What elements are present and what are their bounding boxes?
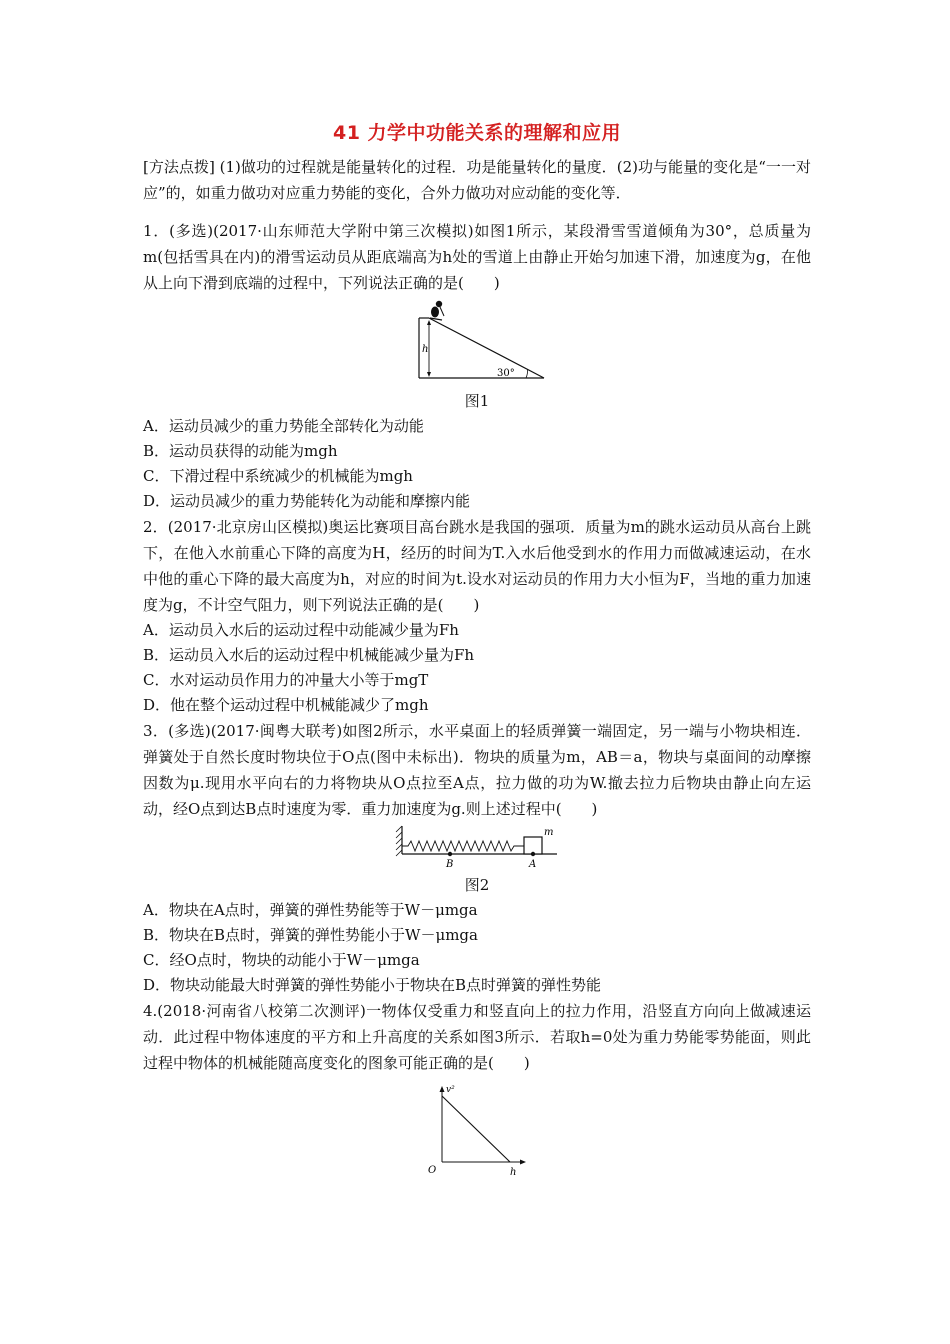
height-arrow-head-down xyxy=(427,372,431,377)
slope-incline xyxy=(429,318,544,378)
question-2-stem: 2．(2017·北京房山区模拟)奥运比赛项目高台跳水是我国的强项．质量为m的跳水运动员从高台上跳下，在他入水前重心下降的高度为H，经历的时间为T.入水后他受到水的作用力而做减速运动，在水中他的重心下降的最大高度为h，对应的时间为t.设水对运动员的作用力大小恒为F，当地的重力加速度为g，不计空气阻力，则下列说法正确的是( ) xyxy=(143,518,811,614)
question-2-option-a: A．运动员入水后的运动过程中动能减少量为Fh xyxy=(143,621,459,639)
question-4-stem: 4.(2018·河南省八校第二次测评)一物体仅受重力和竖直向上的拉力作用，沿竖直方向向上做减速运动．此过程中物体速度的平方和上升高度的关系如图3所示．若取h=0处为重力势能零势能面，则此过程中物体的机械能随高度变化的图象可能正确的是( ) xyxy=(143,1002,811,1072)
height-arrow-head-up xyxy=(427,320,431,325)
question-2-option-d: D．他在整个运动过程中机械能减少了mgh xyxy=(143,696,429,714)
question-3-option-c: C．经O点时，物块的动能小于W－μmga xyxy=(143,951,420,969)
question-1-stem: 1．(多选)(2017·山东师范大学附中第三次模拟)如图1所示，某段滑雪雪道倾角为30°，总质量为m(包括雪具在内)的滑雪运动员从距底端高为h处的雪道上由静止开始匀加速下滑，加速度为g，在他从上向下滑到底端的过程中，下列说法正确的是( ) xyxy=(143,222,811,292)
block xyxy=(524,837,542,854)
y-axis-arrow xyxy=(440,1086,445,1092)
figure-2-spring-block xyxy=(392,822,562,872)
spring xyxy=(402,841,524,851)
page-title: 41 力学中功能关系的理解和应用 xyxy=(332,122,622,144)
method-tip: [方法点拨] (1)做功的过程就是能量转化的过程．功是能量转化的量度．(2)功与能量的变化是“一一对应”的，如重力做功对应重力势能的变化，合外力做功对应动能的变化等． xyxy=(143,158,811,202)
height-label: h xyxy=(422,344,429,355)
question-1-option-c: C．下滑过程中系统减少的机械能为mgh xyxy=(143,467,413,485)
angle-arc xyxy=(526,369,528,378)
spacer xyxy=(143,206,811,218)
question-3-option-a: A．物块在A点时，弹簧的弹性势能等于W－μmga xyxy=(143,901,478,919)
x-axis-arrow xyxy=(520,1160,526,1165)
question-1-option-b: B．运动员获得的动能为mgh xyxy=(143,442,338,460)
point-a-label: A xyxy=(529,859,537,870)
question-3-option-b: B．物块在B点时，弹簧的弹性势能小于W－μmga xyxy=(143,926,478,944)
point-b-label: B xyxy=(446,859,454,870)
figure-1-ski-slope xyxy=(402,296,552,388)
question-2-option-c: C．水对运动员作用力的冲量大小等于mgT xyxy=(143,671,429,689)
y-axis-label: v² xyxy=(446,1085,455,1095)
question-1-option-d: D．运动员减少的重力势能转化为动能和摩擦内能 xyxy=(143,492,471,510)
document-page xyxy=(143,118,811,1178)
angle-label: 30° xyxy=(497,368,515,379)
figure-1-caption: 图1 xyxy=(464,392,490,410)
question-2-option-b: B．运动员入水后的运动过程中机械能减少量为Fh xyxy=(143,646,475,664)
point-b xyxy=(448,852,452,856)
wall-hatching xyxy=(396,826,402,856)
x-axis-label: h xyxy=(510,1167,517,1178)
skier-icon xyxy=(430,301,444,320)
point-a xyxy=(531,852,535,856)
v2-line xyxy=(442,1096,510,1162)
question-1-option-a: A．运动员减少的重力势能全部转化为动能 xyxy=(143,417,424,435)
mass-label: m xyxy=(544,827,554,838)
origin-label: O xyxy=(428,1165,437,1176)
figure-3-v2-h-graph xyxy=(422,1082,532,1178)
figure-2-caption: 图2 xyxy=(464,876,490,894)
question-3-stem: 3．(多选)(2017·闽粤大联考)如图2所示，水平桌面上的轻质弹簧一端固定，另一端与小物块相连．弹簧处于自然长度时物块位于O点(图中未标出)．物块的质量为m，AB＝a，物块与桌面间的动摩擦因数为μ.现用水平向右的力将物块从O点拉至A点，拉力做的功为W.撤去拉力后物块由静止向左运动，经O点到达B点时速度为零．重力加速度为g.则上述过程中( ) xyxy=(143,722,811,818)
question-3-option-d: D．物块动能最大时弹簧的弹性势能小于物块在B点时弹簧的弹性势能 xyxy=(143,976,602,994)
